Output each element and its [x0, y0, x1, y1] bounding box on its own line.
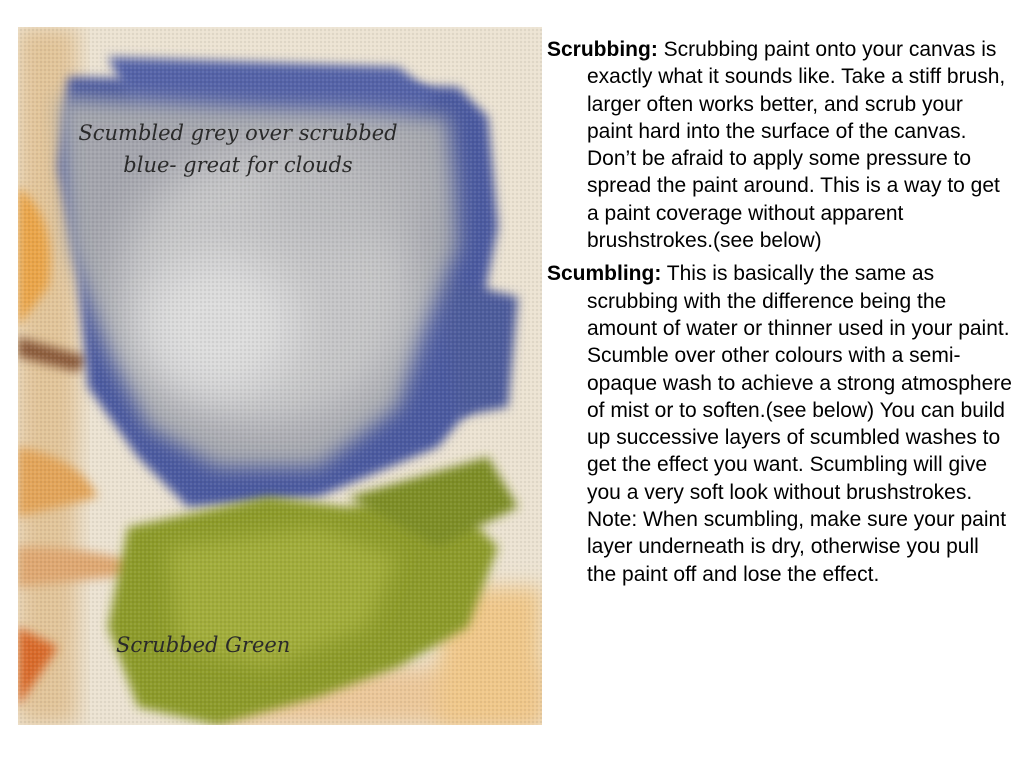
painting-caption-bottom: Scrubbed Green	[116, 633, 291, 657]
paragraph-scrubbing	[547, 36, 1013, 254]
term-scumbling: Scumbling:	[547, 262, 662, 286]
painting-image	[18, 27, 542, 725]
paragraph-scumbling	[547, 260, 1013, 588]
term-scrubbing: Scrubbing:	[547, 38, 658, 61]
caption-top-line1: Scumbled grey over scrubbed	[78, 121, 398, 145]
paragraph-scumbling-text: This is basically the same as scrubbing with the difference being the amount of water or thinner used in your paint. Scumble over other colours with a semi-opaque wash to achieve a strong atmosphere of mist or to soften.(see below) You can build up successive layers of scumbled washes to get the effect you want. Scumbling will give you a very soft look without brushstrokes. Note: When scumbling, make sure your paint layer underneath is dry, otherwise you pull the paint off and lose the effect.	[587, 262, 1012, 586]
painting-caption-top	[78, 117, 398, 181]
text-panel	[547, 36, 1013, 594]
paragraph-scrubbing-text: Scrubbing paint onto your canvas is exactly what it sounds like. Take a stiff brush, larger often works better, and scrub your paint hard into the surface of the canvas. Don’t be afraid to apply some pressure to spread the paint around. This is a way to get a paint coverage without apparent brushstrokes.(see below)	[587, 38, 1006, 253]
caption-top-line2: blue- great for clouds	[123, 153, 353, 177]
